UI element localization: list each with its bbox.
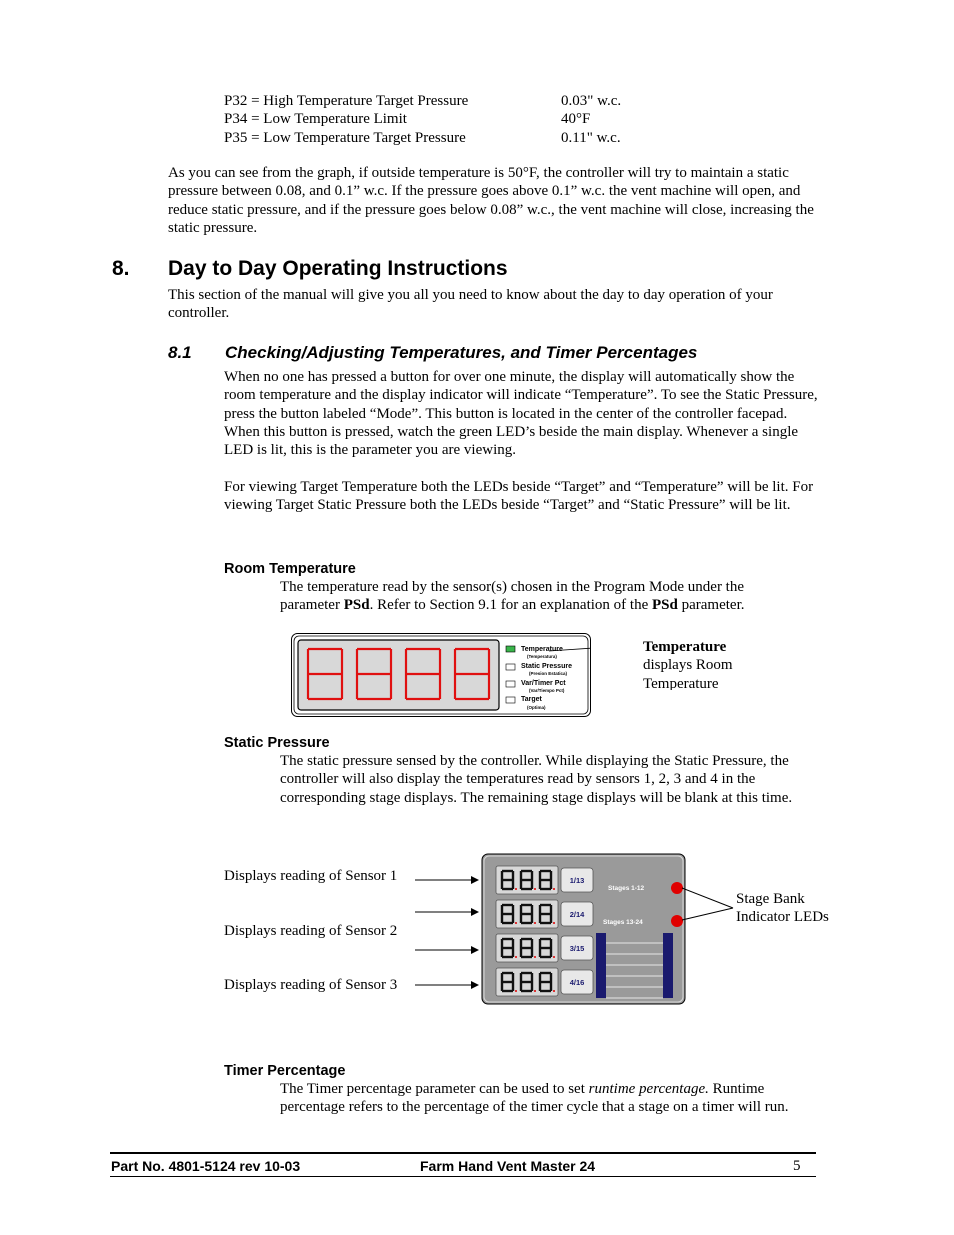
param-label: P32 = High Temperature Target Pressure bbox=[224, 93, 469, 109]
indicator-sublabel: (Temperatura) bbox=[527, 654, 557, 659]
stage-bar-right bbox=[663, 933, 673, 998]
subsection-title: Checking/Adjusting Temperatures, and Timer Percentages bbox=[225, 343, 698, 362]
indicator-label: Temperature bbox=[521, 646, 563, 653]
stage-button-label: 4/16 bbox=[569, 978, 585, 987]
param-value: 40°F bbox=[561, 111, 591, 127]
decimal-point bbox=[515, 922, 517, 924]
param-value: 0.11" w.c. bbox=[561, 130, 621, 146]
sensor-arrows bbox=[410, 870, 485, 990]
decimal-point bbox=[515, 956, 517, 958]
footer-rule-bottom bbox=[110, 1176, 816, 1177]
stage-button-label: 1/13 bbox=[569, 876, 585, 885]
led-var-timer bbox=[506, 681, 515, 687]
indicator-sublabel: (Var/Tiempo Pct) bbox=[529, 688, 565, 693]
subsection-para-2: For viewing Target Temperature both the LEDs beside “Target” and “Temperature” will be lit. For viewing Target Static Pressure both the LEDs beside “Target” and “Static Pressure” will be lit. bbox=[224, 479, 814, 514]
decimal-point bbox=[515, 888, 517, 890]
temperature-callout: Temperature displays Room Temperature bbox=[643, 639, 733, 690]
footer-page-number: 5 bbox=[793, 1158, 801, 1174]
footer-rule-top bbox=[110, 1152, 816, 1154]
sensor-label: Displays reading of Sensor 1 bbox=[224, 868, 398, 884]
static-pressure-body: The static pressure sensed by the controller. While displaying the Static Pressure, the controller will also display the temperatures read by sensors 1, 2, 3 and 4 in the corresponding stage displays. The remaining stage displays will be blank at this time. bbox=[280, 753, 793, 806]
main-display-panel bbox=[291, 633, 591, 717]
decimal-point bbox=[534, 990, 536, 992]
led-target bbox=[506, 697, 515, 703]
room-temperature-heading: Room Temperature bbox=[224, 561, 356, 577]
indicator-sublabel: (Presion Estatica) bbox=[529, 671, 568, 676]
room-temperature-body: The temperature read by the sensor(s) chosen in the Program Mode under the parameter PSd. Refer to Section 9.1 for an explanation of the PSd parameter. bbox=[280, 579, 745, 614]
decimal-point bbox=[515, 990, 517, 992]
decimal-point bbox=[553, 922, 555, 924]
section-number: 8. bbox=[112, 257, 130, 280]
decimal-point bbox=[553, 990, 555, 992]
bank-label: Stages 1-12 bbox=[608, 885, 645, 892]
decimal-point bbox=[534, 922, 536, 924]
bank-callout-lines bbox=[676, 880, 736, 925]
stage-button-label: 2/14 bbox=[569, 910, 585, 919]
bank-label: Stages 13-24 bbox=[603, 919, 643, 926]
param-label: P34 = Low Temperature Limit bbox=[224, 111, 407, 127]
footer-part-number: Part No. 4801-5124 rev 10-03 bbox=[111, 1158, 301, 1174]
footer-product: Farm Hand Vent Master 24 bbox=[420, 1158, 596, 1174]
param-value: 0.03" w.c. bbox=[561, 93, 622, 109]
timer-percentage-body: The Timer percentage parameter can be used to set runtime percentage. Runtime percentage refers to the percentage of the timer cycle that a stage on a timer will run. bbox=[280, 1081, 789, 1116]
stage-bar-left bbox=[596, 933, 606, 998]
subsection-para-1: When no one has pressed a button for over one minute, the display will automatically show the room temperature and the display indicator will indicate “Temperature”. To see the Static Pressure, press the button labeled “Mode”. This button is located in the center of the controller facepad. When this button is pressed, watch the green LED’s beside the main display. Whenever a single LED is lit, this is the parameter you are viewing. bbox=[224, 369, 818, 459]
param-label: P35 = Low Temperature Target Pressure bbox=[224, 130, 466, 146]
stage-display-panel bbox=[481, 853, 686, 1005]
timer-percentage-heading: Timer Percentage bbox=[224, 1063, 346, 1079]
section-body: This section of the manual will give you all you need to know about the day to day operation of your controller. bbox=[168, 287, 773, 322]
decimal-point bbox=[553, 956, 555, 958]
indicator-sublabel: (Optima) bbox=[527, 705, 546, 710]
decimal-point bbox=[553, 888, 555, 890]
indicator-label: Target bbox=[521, 696, 542, 703]
indicator-label: Static Pressure bbox=[521, 663, 572, 670]
sensor-label: Displays reading of Sensor 3 bbox=[224, 977, 398, 993]
bank-callout-text: Stage Bank Indicator LEDs bbox=[736, 891, 829, 926]
stage-panel-graphic bbox=[481, 853, 686, 1005]
main-display-graphic bbox=[291, 633, 591, 717]
decimal-point bbox=[534, 888, 536, 890]
led-temperature bbox=[506, 646, 515, 652]
led-static-pressure bbox=[506, 664, 515, 670]
static-pressure-heading: Static Pressure bbox=[224, 735, 330, 751]
decimal-point bbox=[534, 956, 536, 958]
intro-paragraph: As you can see from the graph, if outside temperature is 50°F, the controller will try to maintain a static pressure between 0.08, and 0.1” w.c. If the pressure goes above 0.1” w.c. the vent machine will open, and reduce static pressure, and if the pressure goes below 0.08” w.c., the vent machine will close, increasing the static pressure. bbox=[168, 165, 814, 236]
section-title: Day to Day Operating Instructions bbox=[168, 257, 508, 280]
indicator-label: Var/Timer Pct bbox=[521, 680, 566, 687]
subsection-number: 8.1 bbox=[168, 343, 192, 362]
stage-button-label: 3/15 bbox=[569, 944, 585, 953]
sensor-label: Displays reading of Sensor 2 bbox=[224, 923, 398, 939]
